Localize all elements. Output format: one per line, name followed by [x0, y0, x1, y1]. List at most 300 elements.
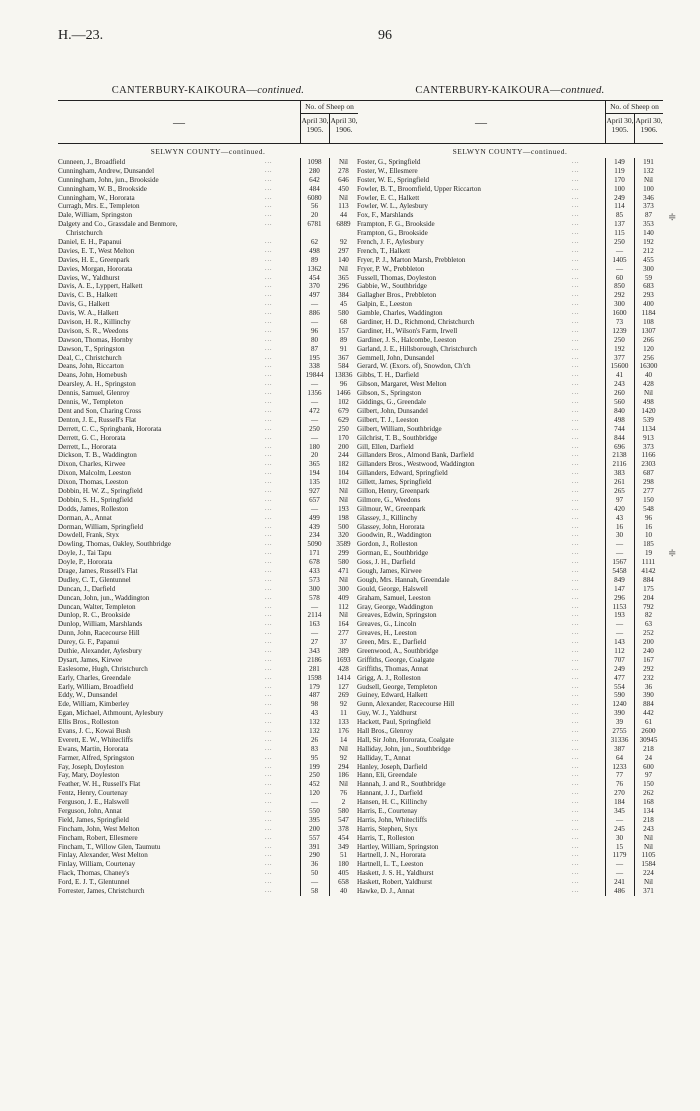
sheep-1906-cell: Nil: [338, 611, 349, 620]
sheep-1905-cell: 850: [614, 282, 625, 291]
table-row: [357, 887, 663, 896]
table-row: [357, 229, 663, 238]
owner-name: Davison, H. R., Killinchy: [58, 318, 131, 327]
table-row: [58, 843, 358, 852]
table-row: [357, 291, 663, 300]
sheep-1906-cell: 300: [338, 584, 349, 593]
leader-dots: ...: [265, 790, 273, 797]
owner-name: Glassey, J., Killinchy: [357, 513, 418, 522]
leader-dots: ...: [265, 612, 273, 619]
sheep-1905-cell: 50: [310, 869, 319, 878]
table-row: [58, 514, 358, 523]
sheep-1905-cell: 85: [615, 211, 624, 220]
sheep-1905-cell: —: [310, 398, 319, 407]
owner-name: Eddy, W., Dunsandel: [58, 691, 118, 700]
sheep-1906-cell: 498: [643, 398, 654, 407]
table-row: [357, 496, 663, 505]
owner-name: Early, William, Broadfield: [58, 682, 134, 691]
sheep-1906-cell: 409: [338, 593, 349, 602]
sheep-1905-cell: —: [310, 504, 319, 513]
sheep-1906-cell: 218: [643, 815, 654, 824]
sheep-count-header: No. of Sheep on: [300, 101, 358, 114]
table-row: [357, 247, 663, 256]
owner-name: Derrett, G. C., Hororata: [58, 433, 126, 442]
owner-name: Giddings, G., Greendale: [357, 398, 427, 407]
sheep-1906-cell: 36: [644, 682, 653, 691]
sheep-1905-cell: —: [615, 540, 624, 549]
table-row: [357, 558, 663, 567]
leader-dots: ...: [572, 710, 580, 717]
table-row: [58, 718, 358, 727]
owner-name: Davis, A. E., Lyppert, Halkett: [58, 282, 143, 291]
sheep-1905-cell: 180: [309, 442, 320, 451]
leader-dots: ...: [265, 514, 273, 521]
sheep-1906-cell: 232: [643, 673, 654, 682]
table-row: [357, 860, 663, 869]
table-row: [357, 425, 663, 434]
leader-dots: ...: [572, 808, 580, 815]
leader-dots: ...: [265, 265, 273, 272]
sheep-1905-cell: 2116: [612, 460, 627, 469]
sheep-1906-cell: 390: [643, 691, 654, 700]
sheep-1905-cell: 250: [614, 238, 625, 247]
table-row: [357, 514, 663, 523]
sheep-1905-cell: 345: [614, 807, 625, 816]
owner-name: Dixon, Thomas, Leeston: [58, 478, 129, 487]
sheep-1906-cell: Nil: [338, 780, 349, 789]
leader-dots: ...: [572, 728, 580, 734]
owner-name: Dorman, A., Annat: [58, 513, 112, 522]
sheep-1905-cell: 6080: [307, 193, 322, 202]
sheep-1905-cell: —: [615, 629, 624, 638]
table-row: [58, 443, 358, 452]
owner-name: Gilbert, T. J., Leeston: [357, 415, 419, 424]
sheep-1906-cell: 256: [643, 353, 654, 362]
sheep-1906-cell: 68: [339, 318, 348, 327]
leader-dots: ...: [265, 505, 273, 512]
sheep-1906-cell: 180: [338, 860, 349, 869]
sheep-1906-cell: 198: [338, 513, 349, 522]
leader-dots: ...: [572, 230, 580, 237]
leader-dots: ...: [572, 567, 580, 574]
owner-name: Davis, G., Halkett: [58, 300, 110, 309]
leader-dots: ...: [572, 879, 580, 886]
sheep-1905-cell: 420: [614, 504, 625, 513]
owner-name: Ede, William, Kimberley: [58, 700, 130, 709]
owner-name: Fincham, John, West Melton: [58, 824, 140, 833]
table-row: [58, 878, 358, 887]
owner-name: Hartnell, L. T., Leeston: [357, 860, 424, 869]
table-row: [58, 460, 358, 469]
owner-name: Goodwin, R., Waddington: [357, 531, 432, 540]
owner-name: Daniel, E. H., Papanui: [58, 238, 122, 247]
owner-name: Field, James, Springfield: [58, 815, 129, 824]
sheep-1906-cell: 14: [339, 735, 348, 744]
leader-dots: ...: [572, 470, 580, 477]
sheep-1906-cell: 82: [644, 611, 653, 620]
owner-name: Gordon, J., Rolleston: [357, 540, 418, 549]
sheep-1906-cell: 1111: [641, 558, 656, 567]
leader-dots: ...: [265, 843, 273, 850]
table-row: [357, 274, 663, 283]
table-row: [58, 736, 358, 745]
sheep-1905-cell: 77: [615, 771, 624, 780]
owner-name: Fowler, E. C., Halkett: [357, 193, 420, 202]
sheep-1906-cell: 140: [643, 229, 654, 238]
sheep-1905-cell: 365: [309, 460, 320, 469]
sheep-1906-cell: 580: [338, 309, 349, 318]
sheep-1906-cell: 19: [644, 549, 653, 558]
sheep-1905-cell: 132: [309, 727, 320, 735]
sheep-1905-cell: 1567: [612, 558, 627, 567]
leader-dots: ...: [572, 541, 580, 548]
column-rule: [634, 158, 635, 896]
sheep-1905-cell: 452: [309, 780, 320, 789]
sheep-1905-cell: 557: [309, 833, 320, 842]
section-heading: SELWYN COUNTY—continued.: [150, 147, 266, 156]
table-row: [357, 300, 663, 309]
owner-name: Farmer, Alfred, Springston: [58, 753, 135, 762]
leader-dots: ...: [572, 612, 580, 619]
sheep-1906-cell: 244: [338, 451, 349, 460]
sheep-1906-cell: 134: [643, 807, 654, 816]
sheep-1905-cell: 439: [309, 522, 320, 531]
table-row: [58, 362, 358, 371]
table-row: [58, 531, 358, 540]
table-row: [357, 789, 663, 798]
sheep-1905-cell: 849: [614, 575, 625, 584]
leader-dots: ...: [265, 496, 273, 503]
owner-name: Griffiths, George, Coalgate: [357, 655, 435, 664]
sheep-1906-cell: 292: [643, 664, 654, 673]
table-row: [357, 603, 663, 612]
sheep-1905-cell: 87: [310, 344, 319, 353]
sheep-1906-cell: Nil: [338, 158, 349, 166]
leader-dots: ...: [572, 265, 580, 272]
leader-dots: ...: [265, 407, 273, 414]
owner-name: Garland, J. E., Hillsborough, Christchurch: [357, 344, 477, 353]
leader-dots: ...: [572, 185, 580, 192]
table-row: [357, 674, 663, 683]
sheep-1906-cell: 1693: [336, 655, 351, 664]
sheep-1905-cell: 15: [615, 842, 624, 851]
sheep-1905-cell: 163: [309, 620, 320, 629]
leader-dots: ...: [572, 754, 580, 761]
sheep-1905-cell: 270: [614, 789, 625, 798]
sheep-1905-cell: 171: [309, 549, 320, 558]
table-row: [58, 487, 358, 496]
table-row: [58, 807, 358, 816]
sheep-1905-cell: 1362: [307, 264, 322, 273]
table-row: [357, 620, 663, 629]
leader-dots: ...: [572, 852, 580, 859]
table-row: [58, 540, 358, 549]
owner-name: Hannant, J. J., Darfield: [357, 789, 423, 798]
sheep-1906-cell: 2600: [641, 727, 656, 735]
table-row: [357, 238, 663, 247]
leader-dots: ...: [265, 754, 273, 761]
sheep-1906-cell: 127: [338, 682, 349, 691]
owner-name: Galpin, E., Leeston: [357, 300, 412, 309]
date-1905-header: April 30, 1905.: [605, 114, 634, 143]
leader-dots: ...: [572, 630, 580, 637]
sheep-1906-cell: 150: [643, 780, 654, 789]
owner-name: Gibson, Margaret, West Melton: [357, 380, 447, 389]
owner-name: Hawke, D. J., Annat: [357, 887, 415, 896]
owner-name: Grigg, A. J., Rolleston: [357, 673, 421, 682]
sheep-1906-cell: 192: [643, 238, 654, 247]
leader-dots: ...: [265, 221, 273, 228]
leader-dots: ...: [265, 808, 273, 815]
sheep-1905-cell: 744: [614, 424, 625, 433]
table-row: [58, 656, 358, 665]
owner-name: Dunlop, William, Marshlands: [58, 620, 143, 629]
owner-name: Cunningham, W. B., Brookside: [58, 184, 147, 193]
leader-dots: ...: [265, 550, 273, 557]
owner-name: Greaves, H., Leeston: [357, 629, 417, 638]
sheep-1906-cell: 679: [338, 406, 349, 415]
leader-dots: ...: [572, 656, 580, 663]
owner-name: Evans, J. C., Kowai Bush: [58, 727, 131, 735]
leader-dots: ...: [572, 719, 580, 726]
sheep-1905-cell: 433: [309, 566, 320, 575]
sheep-1905-cell: 5090: [307, 540, 322, 549]
owner-name: Davies, E. T., West Melton: [58, 246, 135, 255]
leader-dots: ...: [265, 239, 273, 246]
table-row: [58, 407, 358, 416]
sheep-1906-cell: 1584: [641, 860, 656, 869]
table-row: [357, 185, 663, 194]
sheep-1906-cell: 102: [338, 398, 349, 407]
table-row: [357, 798, 663, 807]
owner-name: Derrett, L., Hororata: [58, 442, 117, 451]
sheep-1906-cell: 104: [338, 469, 349, 478]
table-row: [357, 727, 663, 736]
owner-name: Fox, F., Marshlands: [357, 211, 414, 220]
sheep-1905-cell: 76: [615, 780, 624, 789]
table-row: [357, 265, 663, 274]
owner-name: Gillett, James, Springfield: [357, 478, 432, 487]
leader-dots: ...: [572, 319, 580, 326]
sheep-1906-cell: Nil: [338, 495, 349, 504]
leader-dots: ...: [572, 345, 580, 352]
sheep-1905-cell: 390: [614, 709, 625, 718]
owner-name: Dent and Son, Charing Cross: [58, 406, 141, 415]
sheep-1906-cell: 6889: [336, 220, 351, 229]
leader-dots: ...: [572, 790, 580, 797]
table-row: [58, 647, 358, 656]
owner-name: Harris, Stephen, Styx: [357, 824, 418, 833]
sheep-1906-cell: 277: [643, 486, 654, 495]
leader-dots: ...: [265, 159, 273, 165]
table-row: [58, 309, 358, 318]
leader-dots: ...: [572, 363, 580, 370]
sheep-1906-cell: 186: [338, 771, 349, 780]
leader-dots: ...: [572, 505, 580, 512]
sheep-1905-cell: 112: [614, 646, 625, 655]
page-header: [58, 28, 662, 48]
leader-dots: ...: [572, 674, 580, 681]
margin-mark: ≑: [668, 548, 677, 559]
table-row: [58, 389, 358, 398]
leader-dots: ...: [265, 674, 273, 681]
leader-dots: ...: [572, 452, 580, 459]
owner-name: Dearsley, A. H., Springston: [58, 380, 136, 389]
date-1905-header: April 30, 1905.: [300, 114, 329, 143]
leader-dots: ...: [572, 167, 580, 174]
owner-name: Gunn, Alexander, Racecourse Hill: [357, 700, 455, 709]
table-row: [58, 202, 358, 211]
table-row: [357, 460, 663, 469]
leader-dots: ...: [265, 479, 273, 486]
table-row: [58, 469, 358, 478]
owner-name: Gardiner, H. D., Richmond, Christchurch: [357, 318, 475, 327]
sheep-1905-cell: 245: [614, 824, 625, 833]
owner-name: Gorman, E., Southbridge: [357, 549, 429, 558]
table-row: [357, 523, 663, 532]
sheep-1905-cell: —: [310, 318, 319, 327]
sheep-1905-cell: 2755: [612, 727, 627, 735]
sheep-1906-cell: 320: [338, 531, 349, 540]
leader-dots: ...: [265, 870, 273, 877]
sheep-1906-cell: Nil: [338, 486, 349, 495]
owner-name: Fussell, Thomas, Doyleston: [357, 273, 437, 282]
owner-name: Dawson, Thomas, Hornby: [58, 335, 133, 344]
sheep-1906-cell: 170: [338, 433, 349, 442]
sheep-1905-cell: 19844: [305, 371, 324, 380]
leader-dots: ...: [572, 576, 580, 583]
sheep-1906-cell: 278: [338, 166, 349, 175]
sheep-1906-cell: Nil: [338, 575, 349, 584]
sheep-1906-cell: 30945: [639, 735, 658, 744]
table-row: [357, 780, 663, 789]
table-row: [58, 318, 358, 327]
leader-dots: ...: [265, 719, 273, 726]
leader-dots: ...: [572, 479, 580, 486]
sheep-1906-cell: 89: [339, 335, 348, 344]
leader-dots: ...: [572, 239, 580, 246]
table-header: [357, 100, 663, 144]
page-number: 96: [378, 28, 392, 43]
sheep-1905-cell: 391: [309, 842, 320, 851]
sheep-1906-cell: 193: [338, 504, 349, 513]
table-row: [357, 505, 663, 514]
sheep-1906-cell: 10: [644, 531, 653, 540]
sheep-1906-cell: 600: [643, 762, 654, 771]
leader-dots: ...: [572, 381, 580, 388]
table-row: [357, 576, 663, 585]
table-row: [58, 683, 358, 692]
sheep-1905-cell: 27: [310, 638, 319, 647]
table-row: [357, 487, 663, 496]
leader-dots: ...: [265, 247, 273, 254]
owner-name: Gillanders Bros., Almond Bank, Darfield: [357, 451, 474, 460]
sheep-1906-cell: 269: [338, 691, 349, 700]
sheep-1906-cell: 584: [338, 362, 349, 371]
sheep-1906-cell: 405: [338, 869, 349, 878]
table-row: [58, 300, 358, 309]
sheep-1905-cell: 39: [615, 718, 624, 727]
sheep-1906-cell: 250: [338, 424, 349, 433]
sheep-1906-cell: 547: [338, 815, 349, 824]
sheep-1906-cell: 140: [338, 255, 349, 264]
leader-dots: ...: [265, 434, 273, 441]
table-row: [58, 798, 358, 807]
sheep-1906-cell: 92: [339, 238, 348, 247]
sheep-1905-cell: 484: [309, 184, 320, 193]
sheep-1906-cell: 294: [338, 762, 349, 771]
table-row: [357, 611, 663, 620]
table-row: [58, 354, 358, 363]
sheep-1906-cell: 400: [643, 300, 654, 309]
sheep-1906-cell: 1466: [336, 389, 351, 398]
left-column: [58, 82, 358, 896]
sheep-1906-cell: 353: [643, 220, 654, 229]
table-row: [58, 567, 358, 576]
leader-dots: ...: [572, 354, 580, 361]
column-title-continued: contnued.: [560, 85, 605, 96]
leader-dots: ...: [265, 327, 273, 334]
leader-dots: ...: [265, 665, 273, 672]
owner-name: Dunn, John, Racecourse Hill: [58, 629, 140, 638]
sheep-1906-cell: 548: [643, 504, 654, 513]
sheep-1905-cell: 886: [309, 309, 320, 318]
sheep-1906-cell: 182: [338, 460, 349, 469]
sheep-1905-cell: 657: [309, 495, 320, 504]
owner-name: Ford, E. J. T., Glentunnel: [58, 878, 130, 887]
owner-name: Harris, E., Courtenay: [357, 807, 418, 816]
leader-dots: ...: [572, 861, 580, 868]
sheep-1905-cell: 249: [614, 193, 625, 202]
table-row: [357, 345, 663, 354]
sheep-1906-cell: 176: [338, 727, 349, 735]
leader-dots: ...: [265, 319, 273, 326]
table-row: [357, 656, 663, 665]
table-row: [58, 523, 358, 532]
leader-dots: ...: [572, 594, 580, 601]
sheep-1905-cell: 296: [614, 593, 625, 602]
table-row: [58, 434, 358, 443]
sheep-1906-cell: 108: [643, 318, 654, 327]
owner-name: Derrett, C. C., Springbank, Hororata: [58, 424, 162, 433]
table-row: [58, 247, 358, 256]
table-row: [58, 505, 358, 514]
sheep-1905-cell: 64: [615, 753, 624, 762]
column-title: [58, 82, 358, 100]
leader-dots: ...: [265, 443, 273, 450]
sheep-1906-cell: 37: [339, 638, 348, 647]
sheep-1906-cell: 539: [643, 415, 654, 424]
leader-dots: ...: [265, 256, 273, 263]
table-row: [357, 327, 663, 336]
sheep-1905-cell: 179: [309, 682, 320, 691]
table-row: [58, 256, 358, 265]
sheep-1905-cell: 192: [614, 344, 625, 353]
sheep-1905-cell: 260: [614, 389, 625, 398]
table-row: [357, 309, 663, 318]
owner-name: Hall Bros., Glenroy: [357, 727, 413, 735]
owner-name: Easlesome, Hugh, Christchurch: [58, 664, 148, 673]
owner-name: Gilchrist, T. B., Southbridge: [357, 433, 438, 442]
owner-name: Hannah, J. and R., Southbridge: [357, 780, 446, 789]
table-row: [357, 807, 663, 816]
owner-name: Dennis, W., Templeton: [58, 398, 123, 407]
sheep-1905-cell: 550: [309, 807, 320, 816]
sheep-1905-cell: 20: [310, 211, 319, 220]
sheep-1906-cell: 300: [643, 264, 654, 273]
sheep-1906-cell: Nil: [338, 744, 349, 753]
owner-name: Finlay, Alexander, West Melton: [58, 851, 148, 860]
